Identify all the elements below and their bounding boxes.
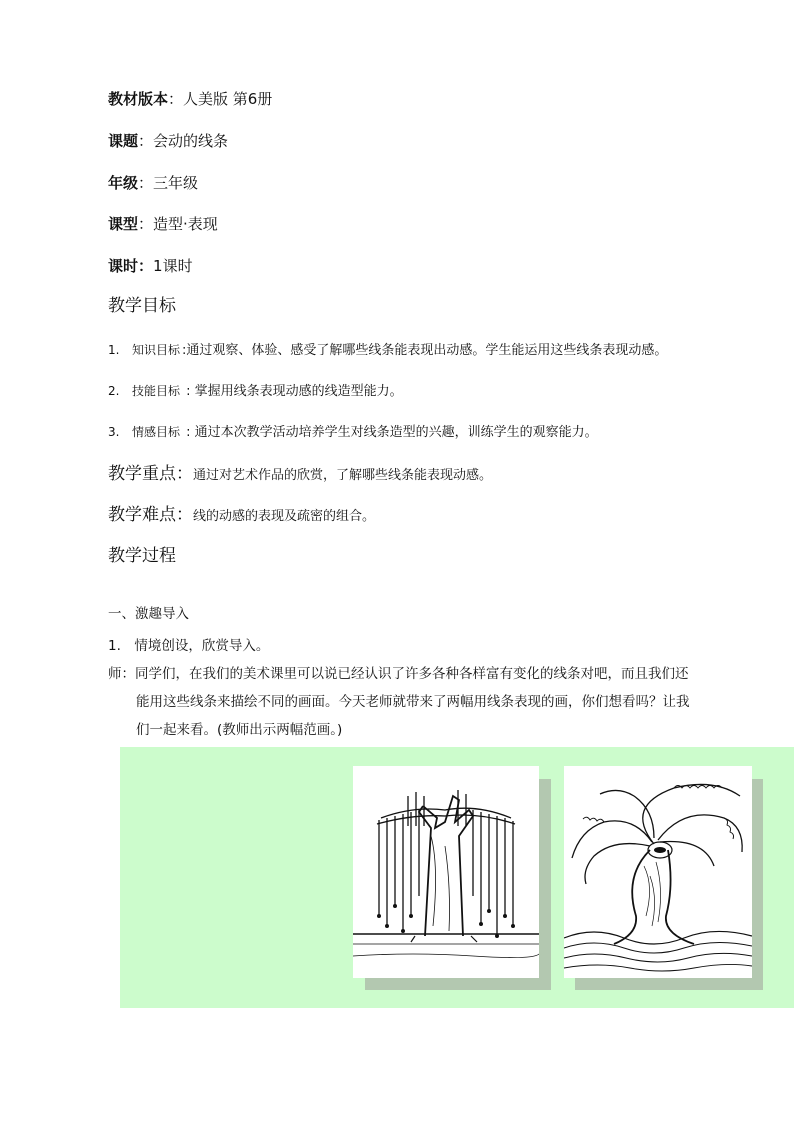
grade-label: 年级 (108, 174, 139, 192)
section-title-intro: 一、激趣导入 (108, 606, 189, 622)
colon: ： (168, 90, 184, 108)
teacher-line-1: 师：同学们，在我们的美术课里可以说已经认识了许多各种各样富有变化的线条对吧，而且我们还 (108, 666, 689, 682)
type-label: 课型 (108, 215, 139, 233)
willow-tree-curved-illustration (564, 766, 752, 978)
step-1: 1. 情境创设，欣赏导入。 (108, 638, 270, 654)
objective-num: 1. (108, 343, 120, 357)
objective-label: 情感目标 (132, 425, 181, 439)
objective-item-3 (108, 421, 598, 440)
key-point-label: 教学重点： (108, 464, 193, 484)
willow-straight-lines-picture (353, 766, 539, 978)
difficulty-text: 线的动感的表现及疏密的组合。 (193, 509, 376, 524)
objective-num: 2. (108, 384, 120, 398)
objective-item-2 (108, 380, 403, 399)
hours-label: 课时 (108, 257, 139, 275)
colon: : (182, 343, 187, 358)
objective-text: 通过本次教学活动培养学生对线条造型的兴趣，训练学生的观察能力。 (194, 425, 598, 440)
objective-num: 3. (108, 425, 120, 439)
objective-text: 通过观察、体验、感受了解哪些线条能表现出动感。学生能运用这些线条表现动感。 (186, 343, 668, 358)
objective-item-1 (108, 339, 667, 358)
key-point-row (108, 459, 492, 484)
colon: : (182, 425, 195, 440)
edition-row (108, 88, 272, 109)
colon: ： (138, 257, 154, 275)
colon: : (182, 384, 195, 399)
colon: ： (138, 132, 154, 150)
colon: ： (138, 174, 154, 192)
edition-value: 人美版 第6册 (183, 90, 273, 108)
type-row (108, 213, 218, 234)
process-heading: 教学过程 (108, 546, 176, 566)
hours-value: 1课时 (153, 257, 193, 275)
edition-label: 教材版本 (108, 90, 169, 108)
willow-curved-lines-picture (564, 766, 752, 978)
hours-row (108, 255, 193, 276)
difficulty-row (108, 500, 375, 525)
teacher-line-3: 们一起来看。(教师出示两幅范画。) (136, 722, 343, 738)
teacher-line-2: 能用这些线条来描绘不同的画面。今天老师就带来了两幅用线条表现的画，你们想看吗？让我 (136, 694, 690, 710)
type-value: 造型·表现 (153, 215, 218, 233)
topic-label: 课题 (108, 132, 139, 150)
grade-row (108, 172, 198, 193)
topic-row (108, 130, 228, 151)
topic-value: 会动的线条 (153, 132, 229, 150)
key-point-text: 通过对艺术作品的欣赏，了解哪些线条能表现动感。 (193, 468, 493, 483)
willow-tree-straight-illustration (353, 766, 539, 978)
grade-value: 三年级 (153, 174, 199, 192)
objectives-heading: 教学目标 (108, 296, 176, 316)
colon: ： (138, 215, 154, 233)
objective-label: 技能目标 (132, 384, 181, 398)
objective-text: 掌握用线条表现动感的线造型能力。 (194, 384, 403, 399)
objective-label: 知识目标 (132, 343, 181, 357)
difficulty-label: 教学难点： (108, 505, 193, 525)
